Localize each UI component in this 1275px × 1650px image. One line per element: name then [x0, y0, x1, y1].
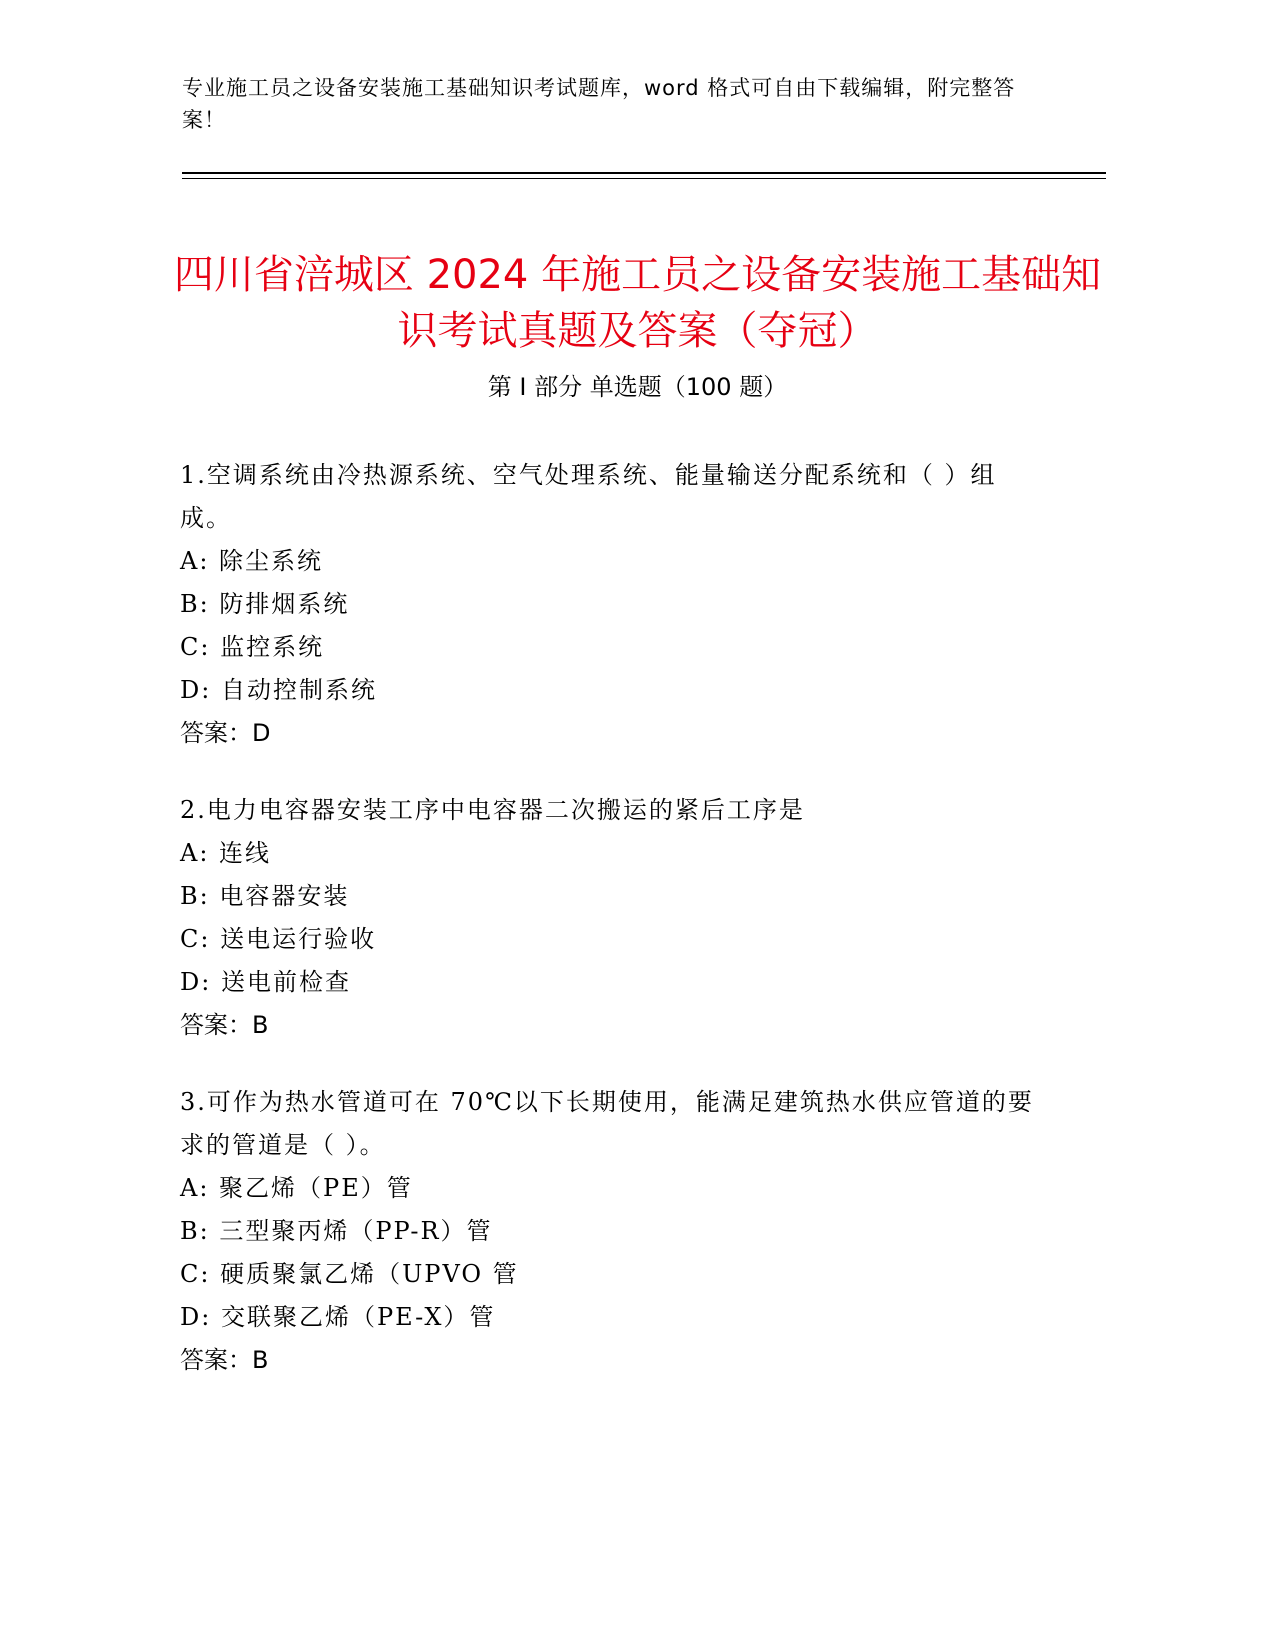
option-d: D: 自动控制系统: [180, 676, 377, 704]
question-stem: 1.空调系统由冷热源系统、空气处理系统、能量输送分配系统和（ ）组成。: [180, 461, 997, 532]
answer: 答案：B: [180, 1346, 269, 1374]
header-rule-thin: [182, 178, 1106, 179]
header-note: 专业施工员之设备安装施工基础知识考试题库，word 格式可自由下载编辑，附完整答案！: [182, 76, 1016, 132]
option-c: C: 送电运行验收: [180, 925, 377, 953]
question-stem: 3.可作为热水管道可在 70℃以下长期使用，能满足建筑热水供应管道的要求的管道是（ ）。: [180, 1088, 1034, 1159]
option-d: D: 交联聚乙烯（PE-X）管: [180, 1303, 496, 1331]
answer: 答案：D: [180, 719, 271, 747]
option-a: A: 除尘系统: [180, 547, 324, 575]
option-a: A: 聚乙烯（PE）管: [180, 1174, 413, 1202]
answer: 答案：B: [180, 1011, 269, 1039]
header-rule-thick: [182, 172, 1106, 174]
option-c: C: 硬质聚氯乙烯（UPVO 管: [180, 1260, 519, 1288]
option-b: B: 防排烟系统: [180, 590, 350, 618]
option-b: B: 三型聚丙烯（PP-R）管: [180, 1217, 493, 1245]
option-c: C: 监控系统: [180, 633, 325, 661]
option-d: D: 送电前检查: [180, 968, 351, 996]
option-b: B: 电容器安装: [180, 882, 350, 910]
question-list: [180, 454, 1040, 1416]
document-title: 四川省涪城区 2024 年施工员之设备安装施工基础知识考试真题及答案（夺冠）: [173, 251, 1102, 354]
question-2: [180, 789, 1040, 1047]
option-a: A: 连线: [180, 839, 272, 867]
question-stem: 2.电力电容器安装工序中电容器二次搬运的紧后工序是: [180, 796, 805, 824]
question-3: [180, 1081, 1040, 1382]
section-heading: 第 I 部分 单选题（100 题）: [487, 373, 788, 401]
question-1: [180, 454, 1040, 755]
